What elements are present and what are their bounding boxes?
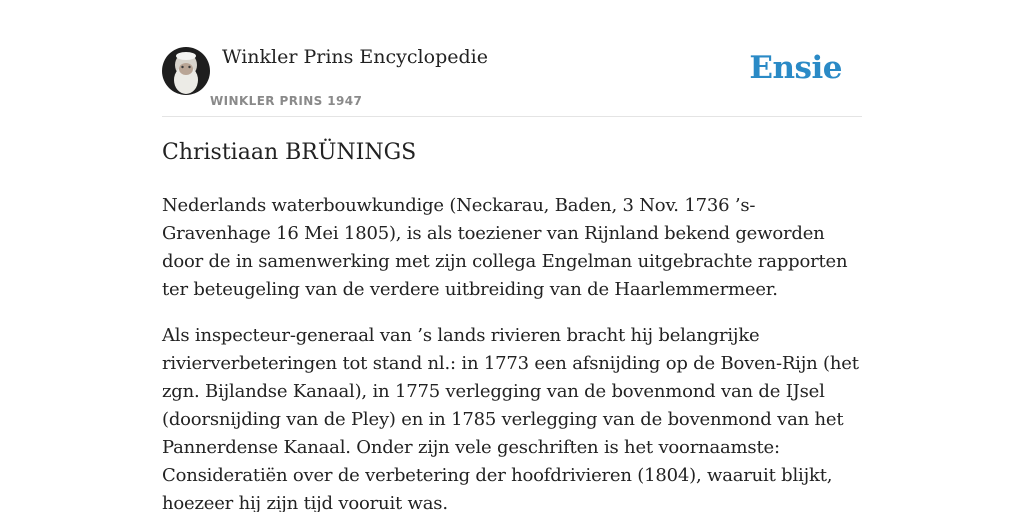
bearded-man-portrait-icon xyxy=(162,47,210,95)
article-paragraph: Nederlands waterbouwkundige (Neckarau, Baden, 3 Nov. 1736 ’s-Gravenhage 16 Mei 1805), is als toeziener van Rijnland bekend geworden door de in samenwerking met zijn collega Engelman uitgebrachte rapporten ter beteugeling van de verdere uitbreiding van de Haarlemmermeer. xyxy=(162,195,848,300)
site-header xyxy=(162,40,862,117)
article-paragraph: Als inspecteur-generaal van ’s lands rivieren bracht hij belangrijke rivierverbeteringen tot stand nl.: in 1773 een afsnijding op de Boven-Rijn (het zgn. Bijlandse Kanaal), in 1775 verlegging van de bovenmond van de IJsel (doorsnijding van de Pley) en in 1785 verlegging van de bovenmond van het Pannerdense Kanaal. Onder zijn vele geschriften is het voornaamste: Consideratiën over de verbetering der hoofdrivieren (1804), waaruit blijkt, hoezeer hij zijn tijd vooruit was. xyxy=(162,325,859,512)
site-subtitle[interactable]: WINKLER PRINS 1947 xyxy=(210,94,363,108)
brand-logo[interactable]: Ensie xyxy=(749,50,842,86)
article-body xyxy=(162,192,862,512)
article-title: Christiaan BRÜNINGS xyxy=(162,140,417,165)
site-title[interactable]: Winkler Prins Encyclopedie xyxy=(222,46,488,68)
avatar[interactable] xyxy=(162,47,210,95)
